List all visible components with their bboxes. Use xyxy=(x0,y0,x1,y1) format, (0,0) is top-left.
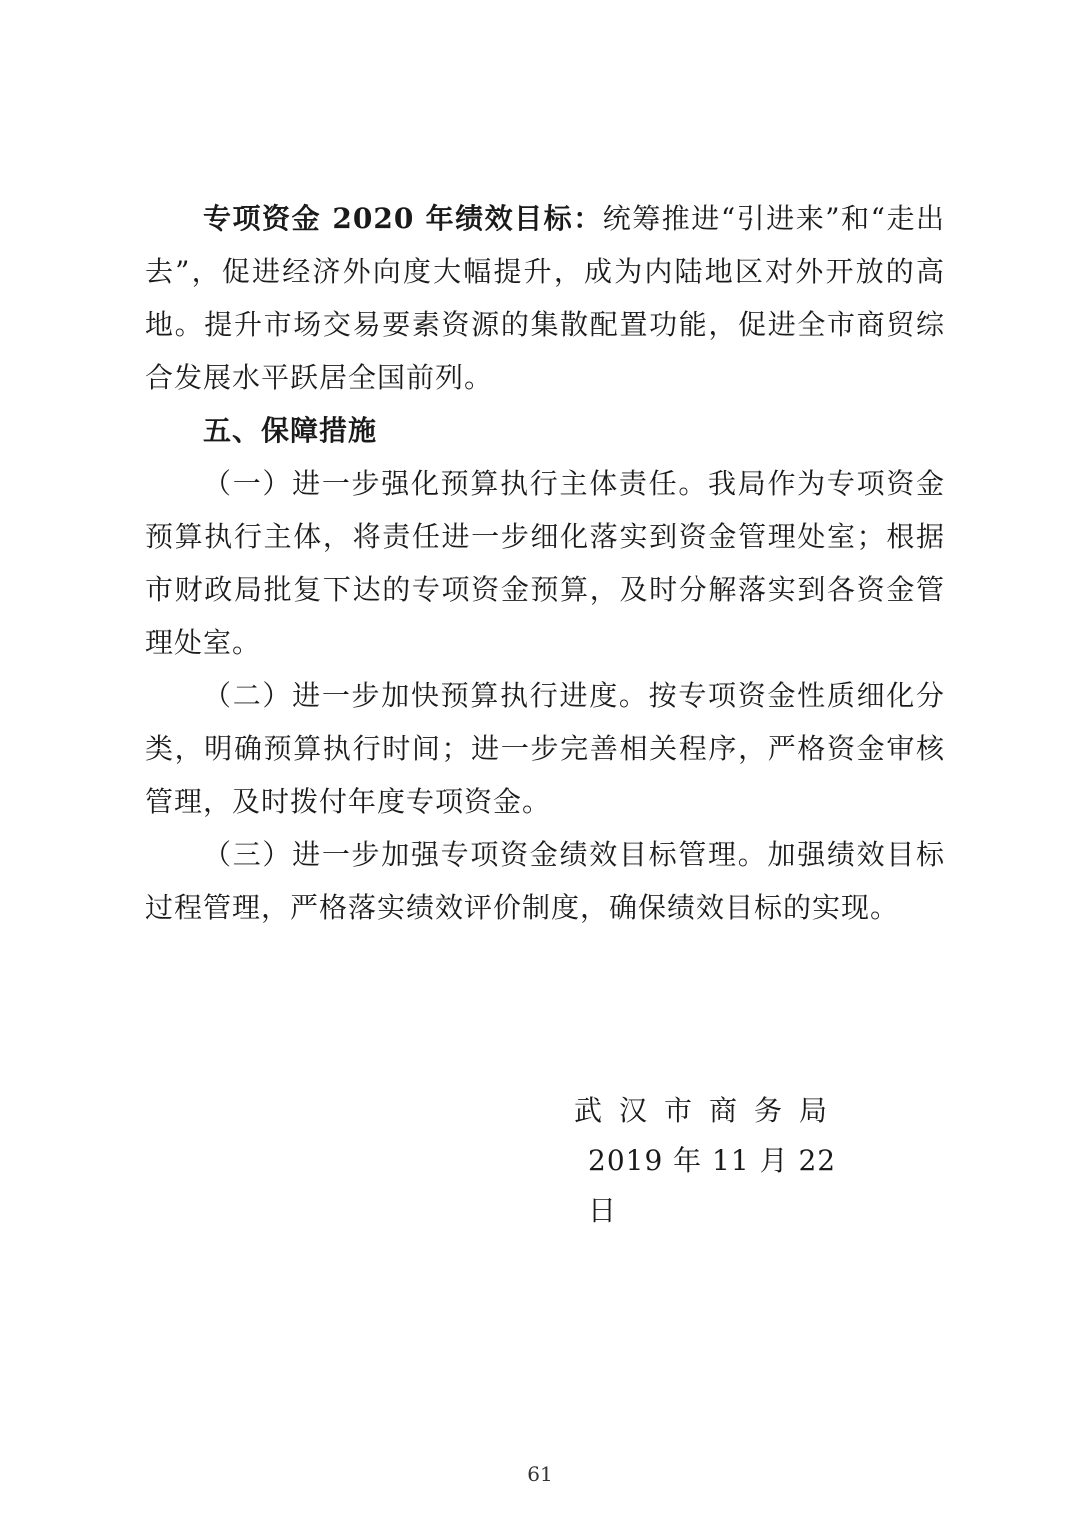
measure-paragraph-3: （三）进一步加强专项资金绩效目标管理。加强绩效目标过程管理，严格落实绩效评价制度，确保绩效目标的实现。 xyxy=(145,838,945,924)
measure-paragraph-1: （一）进一步强化预算执行主体责任。我局作为专项资金预算执行主体，将责任进一步细化落实到资金管理处室；根据市财政局批复下达的专项资金预算，及时分解落实到各资金管理处室。 xyxy=(145,467,945,659)
performance-goal-lead: 专项资金 2020 年绩效目标： xyxy=(203,202,603,235)
document-body xyxy=(145,192,945,934)
measure-paragraph-2: （二）进一步加快预算执行进度。按专项资金性质细化分类，明确预算执行时间；进一步完善相关程序，严格资金审核管理，及时拨付年度专项资金。 xyxy=(145,679,945,818)
section-heading: 五、保障措施 xyxy=(203,414,378,447)
performance-goal-paragraph xyxy=(145,192,945,404)
page-number: 61 xyxy=(527,1462,553,1486)
signature-organization: 武汉市商务局 xyxy=(574,1094,845,1127)
signature-block xyxy=(570,1086,870,1236)
performance-goal-text: 统筹推进“引进来”和“走出去”，促进经济外向度大幅提升，成为内陆地区对外开放的高地。提升市场交易要素资源的集散配置功能，促进全市商贸综合发展水平跃居全国前列。 xyxy=(145,202,945,394)
signature-date: 2019 年 11 月 22 日 xyxy=(588,1144,837,1227)
